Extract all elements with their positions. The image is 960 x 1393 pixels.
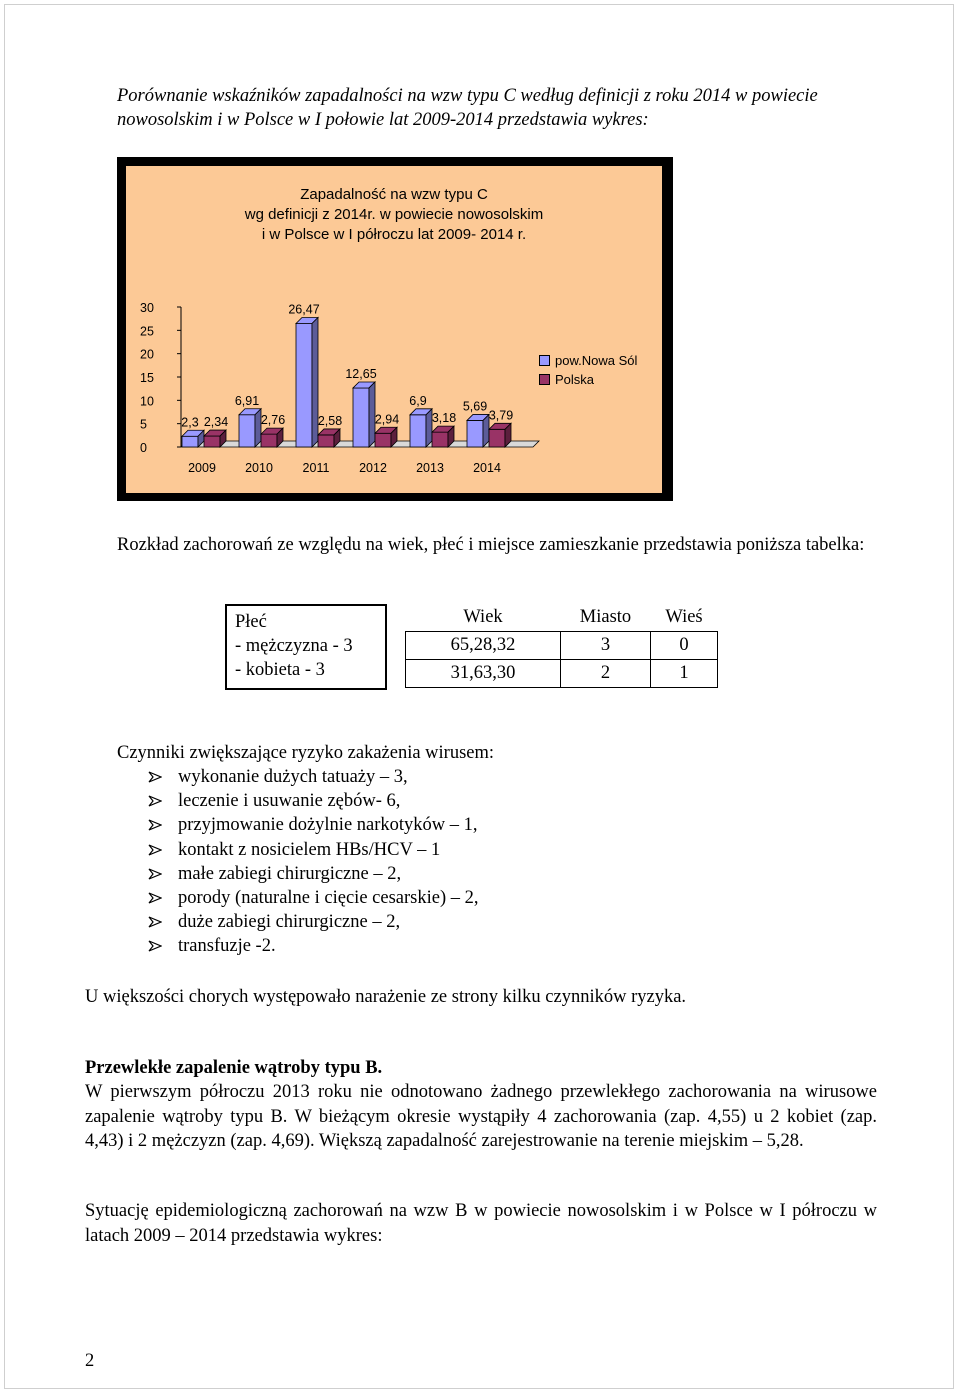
table-cell: 2: [561, 660, 651, 688]
chart-area: [126, 166, 662, 493]
x-tick-label: 2014: [473, 461, 501, 475]
table-cell: 31,63,30: [406, 660, 561, 688]
table-intro-paragraph: Rozkład zachorowań ze względu na wiek, płeć i miejsce zamieszkanie przedstawia poniższa tabelka:: [117, 535, 865, 555]
data-label-polska: 2,76: [260, 413, 286, 428]
risk-heading: Czynniki zwiększające ryzyko zakażenia wirusem:: [117, 743, 495, 763]
list-item-text: przyjmowanie dożylnie narkotyków – 1,: [178, 815, 478, 836]
arrow-right-icon: [148, 892, 162, 904]
bar-polska: [261, 434, 277, 447]
data-label-nowa-sol: 5,69: [462, 399, 488, 414]
bar-polska: [489, 429, 505, 447]
bar-polska: [432, 432, 448, 447]
table-cell: 0: [651, 632, 718, 660]
data-label-nowa-sol: 6,9: [409, 393, 427, 408]
bar-nowa-sol: [353, 388, 369, 447]
list-item-text: transfuzje -2.: [178, 936, 276, 957]
data-label-nowa-sol: 12,65: [345, 366, 377, 381]
x-tick-label: 2009: [188, 461, 216, 475]
table-row: [406, 632, 718, 660]
data-label-nowa-sol: 2,3: [181, 415, 199, 430]
hep-b-heading: Przewlekłe zapalenie wątroby typu B.: [85, 1058, 383, 1078]
bar-nowa-sol: [239, 415, 255, 447]
bar-polska: [318, 435, 334, 447]
arrow-right-icon: [148, 940, 162, 952]
list-item: [148, 765, 479, 789]
y-tick-label: 10: [140, 394, 154, 409]
chart-title-line: i w Polsce w I półroczu lat 2009- 2014 r.: [261, 226, 527, 243]
list-item: [148, 886, 479, 910]
hep-b-paragraph: W pierwszym półroczu 2013 roku nie odnotowano żadnego przewlekłego zachorowania na wirusowe zapalenie wątroby typu B. W bieżącym okresie wystąpiły 4 zachorowania (zap. 4,55) u 2 kobiet (zap. 4,43) i 2 mężczyzn (zap. 4,69). Większą zapadalność zarejestrowanie na terenie miejskim – 5,28.: [85, 1082, 877, 1151]
list-item-text: małe zabiegi chirurgiczne – 2,: [178, 863, 402, 884]
header-village: Wieś: [651, 604, 718, 632]
page-number: 2: [85, 1351, 95, 1371]
arrow-right-icon: [148, 819, 162, 831]
legend-entry: [539, 351, 637, 370]
y-tick-label: 30: [140, 301, 154, 315]
bar-nowa-sol: [296, 323, 312, 447]
y-tick-label: 0: [140, 441, 147, 455]
table-cell: 1: [651, 660, 718, 688]
y-tick-label: 15: [140, 371, 154, 385]
list-item-text: porody (naturalne i cięcie cesarskie) – 2,: [178, 888, 479, 909]
legend-swatch-nowa-sol: [539, 355, 550, 366]
list-item-text: leczenie i usuwanie zębów- 6,: [178, 791, 401, 812]
arrow-right-icon: [148, 795, 162, 807]
chart-title-line: wg definicji z 2014r. w powiecie nowosolskim: [244, 206, 544, 223]
arrow-right-icon: [148, 844, 162, 856]
chart-title-line: Zapadalność na wzw typu C: [300, 186, 488, 203]
data-label-polska: 3,79: [488, 408, 514, 423]
chart-plot: [126, 166, 662, 493]
chart-legend: [539, 351, 637, 389]
table-cell: 65,28,32: [406, 632, 561, 660]
arrow-right-icon: [148, 771, 162, 783]
list-item: [148, 934, 479, 958]
list-item-text: kontakt z nosicielem HBs/HCV – 1: [178, 839, 441, 860]
legend-entry: [539, 370, 637, 389]
epi-paragraph: Sytuację epidemiologiczną zachorowań na wzw B w powiecie nowosolskim i w Polsce w I półroczu w latach 2009 – 2014 przedstawia wykres:: [85, 1201, 877, 1246]
summary-paragraph: U większości chorych występowało narażenie ze strony kilku czynników ryzyka.: [85, 987, 687, 1007]
list-item: [148, 862, 479, 886]
y-tick-label: 5: [140, 417, 147, 432]
list-item-text: wykonanie dużych tatuaży – 3,: [178, 767, 408, 787]
y-tick-label: 20: [140, 347, 154, 362]
chart-frame: [117, 157, 673, 501]
risk-list: [148, 765, 479, 959]
gender-male: - mężczyzna - 3: [235, 636, 353, 656]
x-tick-label: 2010: [245, 461, 273, 475]
bar-polska: [375, 433, 391, 447]
gender-female: - kobieta - 3: [235, 660, 325, 680]
data-label-polska: 2,34: [203, 415, 229, 430]
cases-table: [405, 604, 718, 688]
arrow-right-icon: [148, 916, 162, 928]
data-label-polska: 2,58: [317, 413, 343, 428]
table-gender-cell: [225, 604, 387, 690]
x-tick-label: 2013: [416, 461, 444, 475]
header-city: Miasto: [561, 604, 651, 632]
data-label-nowa-sol: 26,47: [288, 302, 320, 317]
table-cell: 3: [561, 632, 651, 660]
legend-label: pow.Nowa Sól: [555, 353, 638, 368]
arrow-right-icon: [148, 868, 162, 880]
list-item-text: duże zabiegi chirurgiczne – 2,: [178, 912, 401, 933]
data-label-polska: 3,18: [431, 411, 457, 426]
list-item: [148, 789, 479, 813]
header-age: Wiek: [406, 604, 561, 632]
bar-nowa-sol: [410, 415, 426, 447]
x-tick-label: 2012: [359, 461, 387, 475]
list-item: [148, 838, 479, 862]
bar-polska: [204, 436, 220, 447]
bar-nowa-sol: [467, 420, 483, 447]
data-label-nowa-sol: 6,91: [234, 393, 260, 408]
bar-nowa-sol: [182, 436, 198, 447]
x-tick-label: 2011: [302, 461, 330, 475]
legend-label: Polska: [555, 372, 595, 387]
table-row: [406, 660, 718, 688]
legend-swatch-polska: [539, 374, 550, 385]
list-item: [148, 813, 479, 837]
data-label-polska: 2,94: [374, 412, 400, 427]
y-tick-label: 25: [140, 324, 154, 339]
table-header-row: [406, 604, 718, 632]
gender-label: Płeć: [235, 612, 267, 632]
intro-paragraph: Porównanie wskaźników zapadalności na wzw typu C według definicji z roku 2014 w powiecie nowosolskim i w Polsce w I połowie lat 2009-2014 przedstawia wykres:: [117, 86, 818, 130]
list-item: [148, 910, 479, 934]
